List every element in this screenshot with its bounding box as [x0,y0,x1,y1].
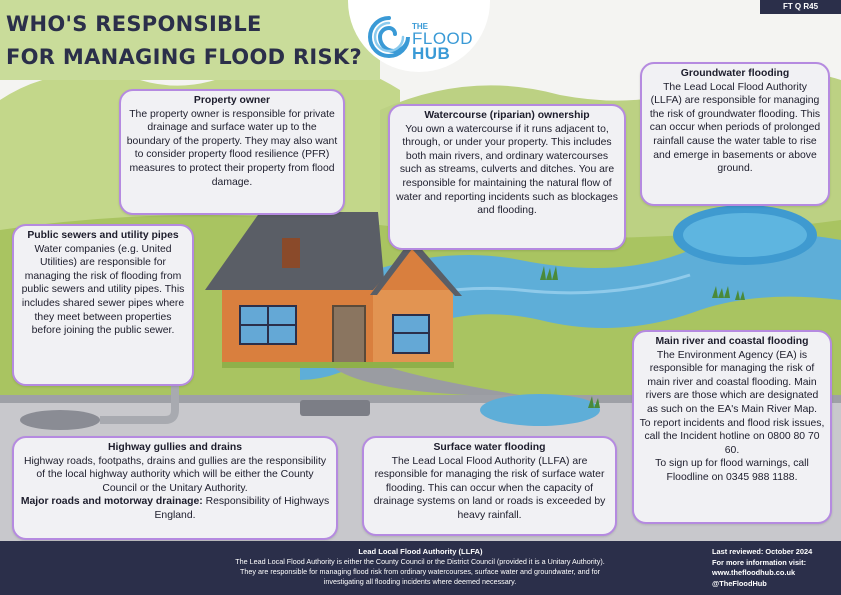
card-body: The Lead Local Flood Authority (LLFA) are responsible for managing the risk of surface water flooding. This can occur when the capacity of drainage systems on land or roads is exceeded by heavy rainfall. [373,455,606,521]
manhole [20,410,100,430]
card-body-3: To sign up for flood warnings, call Floodline on 0345 988 1188. [655,458,809,483]
website-link[interactable]: www.thefloodhub.co.uk [712,568,796,578]
logo-flood-text: FLOOD [412,29,474,48]
card-text: Responsibility of Highways England. [154,496,330,521]
card-body-2: To report incidents and flood risk issues, call the Incident hotline on 0800 80 70 60. [639,417,825,456]
card-main-river [632,330,832,524]
card-heading: Property owner [193,95,271,106]
footer-body: The Lead Local Flood Authority is either the County Council or the District Council (provided it is a Unitary Authority). They are responsible for managing flood risk from ordinary watercourses, surface water and groundwater, and for investigating all flooding incidents where deemed necessary. [235,557,605,586]
card-body-1: The Environment Agency (EA) is responsible for managing the risk of main river and coastal flooding. Main rivers are those which are designated as such on the EA's Main River Map. [645,349,819,415]
footer-title: Lead Local Flood Authority (LLFA) [358,547,483,556]
card-watercourse [388,104,626,250]
road-drain [300,400,370,416]
card-property-owner [119,89,345,215]
card-heading: Watercourse (riparian) ownership [424,110,590,121]
last-reviewed: Last reviewed: October 2024 [712,547,813,556]
card-heading: Highway gullies and drains [108,442,242,453]
logo-hub-text: HUB [412,44,451,63]
card-heading: Main river and coastal flooding [655,336,809,347]
card-heading: Public sewers and utility pipes [27,230,179,241]
page-title-line1: WHO'S RESPONSIBLE [6,12,262,36]
footer-info [712,547,834,589]
card-body: The Lead Local Flood Authority (LLFA) are responsible for managing the risk of groundwater flooding. This can occur when periods of prolonged rainfall cause the water table to rise and emerge in basements or above ground. [649,81,821,175]
card-groundwater [640,62,830,206]
card-heading: Surface water flooding [433,442,546,453]
more-info-label: For more information visit: [712,557,807,567]
card-body: You own a watercourse if it runs adjacent to, through, or under your property. This includes both main rivers, and ordinary watercourses such as streams, culverts and ditches. You are responsible for maintaining the natural flow of water and reporting incidents such as blockages and flooding. [396,123,618,217]
logo-the-text: THE [412,22,428,31]
card-body: Highway roads, footpaths, drains and gullies are the responsibility of the local highway authority which will be either the County Council or the Unitary Authority. [23,455,327,494]
footer [0,541,841,595]
card-bold-text: Major roads and motorway drainage: [20,496,203,508]
card-public-sewers [12,224,194,386]
card-heading: Groundwater flooding [680,68,790,79]
card-body: Water companies (e.g. United Utilities) are responsible for managing the risk of flooding from public sewers and utility pipes. This includes shared sewer pipes where they meet between properties before joining the public sewer. [21,243,185,337]
page-title-line2: FOR MANAGING FLOOD RISK? [6,45,363,69]
factsheet-code: FT Q R45 [760,0,841,14]
wave-logo-icon [368,16,410,58]
card-surface-water [362,436,617,536]
social-handle[interactable]: @TheFloodHub [712,578,767,588]
puddle [480,394,600,426]
card-body: The property owner is responsible for private drainage and surface water up to the boundary of the property. They may also want to consider property flood resilience (PFR) measures to protect their property from flood damage. [126,108,338,188]
card-highway [12,436,338,540]
